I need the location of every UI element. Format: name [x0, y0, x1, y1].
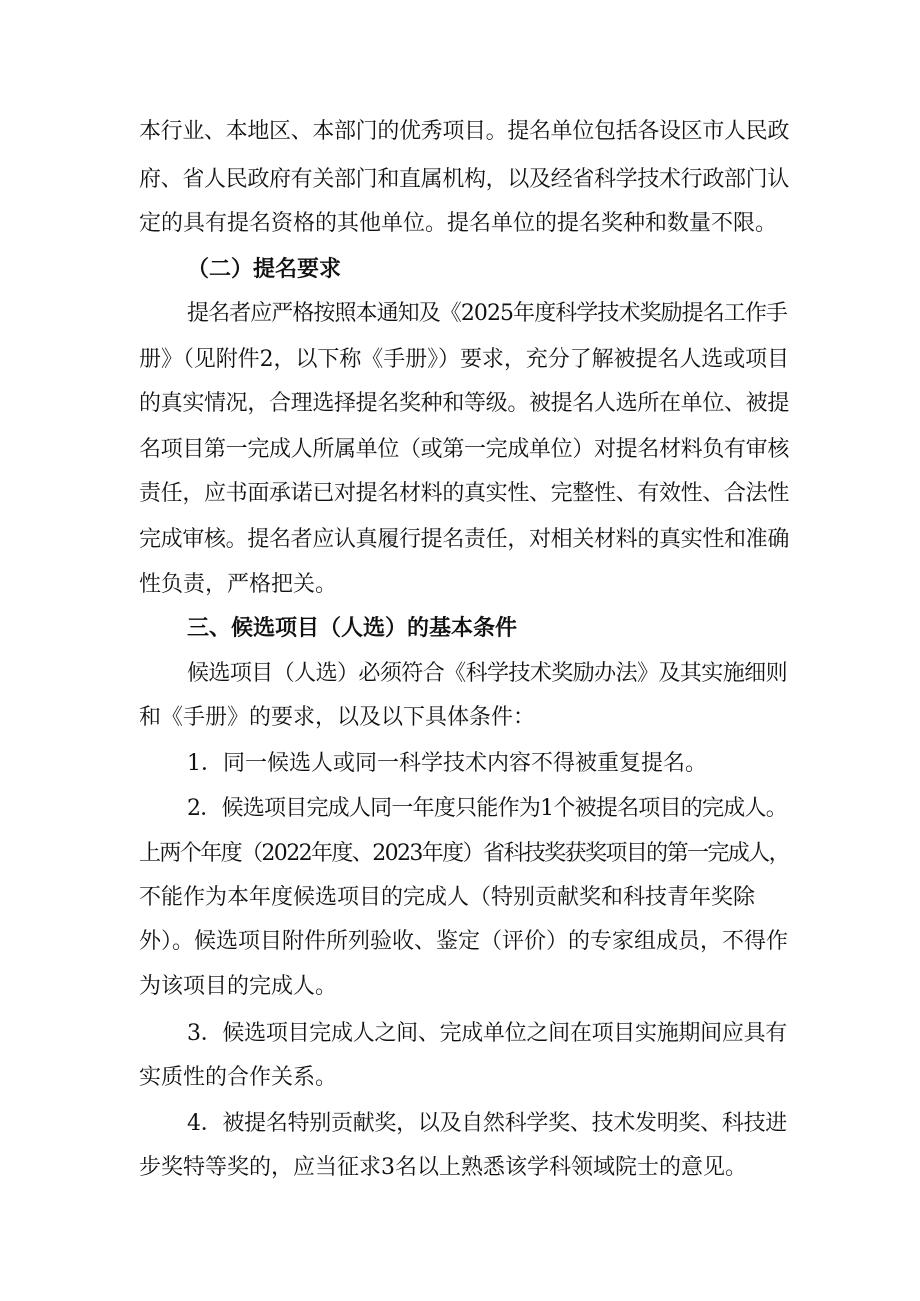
paragraph-line: 外）。候选项目附件所列验收、鉴定（评价）的专家组成员，不得作 — [139, 929, 789, 954]
paragraph-line: 定的具有提名资格的其他单位。提名单位的提名奖种和数量不限。 — [139, 211, 778, 236]
paragraph-line: 的真实情况，合理选择提名奖种和等级。被提名人选所在单位、被提 — [139, 391, 790, 416]
section-heading: 三、候选项目（人选）的基本条件 — [187, 615, 518, 641]
paragraph-line: 责任，应书面承诺已对提名材料的真实性、完整性、有效性、合法性 — [139, 481, 790, 506]
paragraph-line: 性负责，严格把关。 — [139, 572, 338, 597]
list-item: 1．同一候选人或同一科学技术内容不得被重复提名。 — [187, 751, 707, 776]
paragraph-line: 和《手册》的要求，以及以下具体条件： — [139, 705, 536, 730]
paragraph-line: 实质性的合作关系。 — [139, 1065, 338, 1090]
list-item: 4．被提名特别贡献奖，以及自然科学奖、技术发明奖、科技进 — [187, 1111, 787, 1136]
paragraph-line: 府、省人民政府有关部门和直属机构，以及经省科学技术行政部门认 — [139, 167, 790, 192]
paragraph-line: 名项目第一完成人所属单位（或第一完成单位）对提名材料负有审核 — [139, 437, 790, 462]
section-heading: （二）提名要求 — [187, 256, 342, 282]
paragraph-line: 步奖特等奖的，应当征求3名以上熟悉该学科领域院士的意见。 — [139, 1155, 747, 1180]
list-item: 2．候选项目完成人同一年度只能作为1个被提名项目的完成人。 — [187, 796, 787, 821]
paragraph-line: 为该项目的完成人。 — [139, 974, 338, 999]
list-item: 3．候选项目完成人之间、完成单位之间在项目实施期间应具有 — [187, 1021, 787, 1046]
paragraph-line: 本行业、本地区、本部门的优秀项目。提名单位包括各设区市人民政 — [139, 119, 790, 144]
paragraph-line: 完成审核。提名者应认真履行提名责任，对相关材料的真实性和准确 — [139, 527, 790, 552]
paragraph-line: 候选项目（人选）必须符合《科学技术奖励办法》及其实施细则 — [187, 661, 788, 686]
paragraph-line: 册》（见附件2，以下称《手册》）要求，充分了解被提名人选或项目 — [139, 347, 789, 372]
paragraph-line: 提名者应严格按照本通知及《2025年度科学技术奖励提名工作手 — [187, 301, 787, 326]
paragraph-line: 不能作为本年度候选项目的完成人（特别贡献奖和科技青年奖除 — [139, 885, 756, 910]
paragraph-line: 上两个年度（2022年度、2023年度）省科技奖获奖项目的第一完成人， — [139, 841, 789, 866]
